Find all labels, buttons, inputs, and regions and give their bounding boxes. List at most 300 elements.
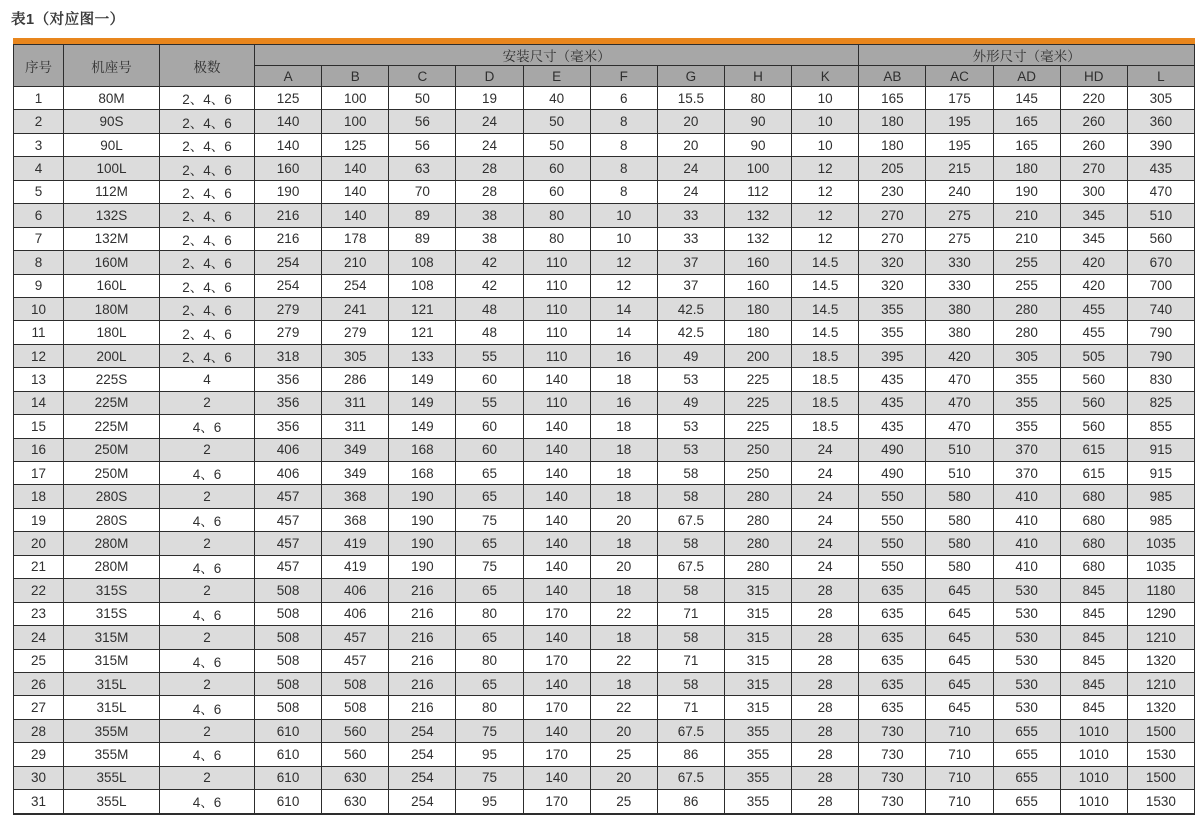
table-cell: 356 [255,415,322,438]
table-cell: 4、6 [160,696,255,719]
table-cell: 315S [64,602,160,625]
table-cell: 100 [724,157,791,180]
table-cell: 100L [64,157,160,180]
table-cell: 4、6 [160,508,255,531]
table-row [14,766,1195,789]
table-header [14,45,1195,87]
table-cell: 275 [926,227,993,250]
table-cell: 28 [792,602,859,625]
table-cell: 355 [724,766,791,789]
table-row [14,602,1195,625]
table-cell: 1320 [1127,649,1194,672]
table-cell: 28 [792,672,859,695]
table-cell: 420 [1060,251,1127,274]
table-cell: 140 [523,368,590,391]
table-cell: 190 [993,180,1060,203]
table-cell: 180L [64,321,160,344]
table-cell: 22 [590,696,657,719]
table-cell: 121 [389,297,456,320]
table-cell: 19 [456,87,523,110]
table-cell: 14 [14,391,64,414]
table-cell: 355L [64,790,160,814]
table-cell: 2 [160,719,255,742]
table-cell: 16 [590,344,657,367]
header-dim-C: C [389,66,456,87]
table-cell: 133 [389,344,456,367]
table-cell: 370 [993,462,1060,485]
table-cell: 825 [1127,391,1194,414]
table-cell: 370 [993,438,1060,461]
table-cell: 630 [322,766,389,789]
table-cell: 2 [160,626,255,649]
table-cell: 65 [456,626,523,649]
table-cell: 160L [64,274,160,297]
table-cell: 457 [255,555,322,578]
table-cell: 140 [523,462,590,485]
table-cell: 80M [64,87,160,110]
table-cell: 300 [1060,180,1127,203]
table-cell: 178 [322,227,389,250]
table-cell: 27 [14,696,64,719]
table-cell: 2、4、6 [160,321,255,344]
table-cell: 225M [64,415,160,438]
table-cell: 215 [926,157,993,180]
table-cell: 24 [792,438,859,461]
table-cell: 200L [64,344,160,367]
table-cell: 160 [724,251,791,274]
table-cell: 510 [926,438,993,461]
table-cell: 121 [389,321,456,344]
table-row [14,297,1195,320]
table-cell: 241 [322,297,389,320]
table-cell: 8 [590,180,657,203]
table-cell: 790 [1127,344,1194,367]
table-row [14,157,1195,180]
table-cell: 24 [792,532,859,555]
table-cell: 490 [859,462,926,485]
table-cell: 530 [993,649,1060,672]
table-row [14,555,1195,578]
table-cell: 180 [859,133,926,156]
header-group-1: 外形尺寸（毫米） [859,45,1195,66]
table-cell: 170 [523,790,590,814]
table-cell: 508 [255,626,322,649]
table-cell: 132S [64,204,160,227]
table-cell: 58 [657,462,724,485]
table-cell: 50 [523,110,590,133]
table-cell: 110 [523,251,590,274]
table-cell: 610 [255,719,322,742]
table-row [14,649,1195,672]
table-cell: 65 [456,672,523,695]
table-cell: 710 [926,719,993,742]
table-cell: 170 [523,743,590,766]
table-row [14,344,1195,367]
table-cell: 2 [160,579,255,602]
table-cell: 132 [724,227,791,250]
table-cell: 254 [389,790,456,814]
table-cell: 420 [1060,274,1127,297]
table-cell: 845 [1060,626,1127,649]
table-cell: 18 [590,672,657,695]
table-cell: 140 [523,579,590,602]
table-cell: 560 [1060,415,1127,438]
table-cell: 42 [456,274,523,297]
table-cell: 23 [14,602,64,625]
table-cell: 655 [993,743,1060,766]
table-cell: 22 [590,649,657,672]
table-cell: 20 [14,532,64,555]
table-cell: 17 [14,462,64,485]
table-cell: 20 [590,766,657,789]
table-cell: 11 [14,321,64,344]
table-cell: 132M [64,227,160,250]
table-row [14,532,1195,555]
table-cell: 180M [64,297,160,320]
table-cell: 140 [322,157,389,180]
table-cell: 14.5 [792,321,859,344]
table-row [14,110,1195,133]
table-cell: 205 [859,157,926,180]
table-cell: 710 [926,766,993,789]
table-row [14,579,1195,602]
table-cell: 279 [255,321,322,344]
table-cell: 315 [724,602,791,625]
table-cell: 14 [590,321,657,344]
table-cell: 170 [523,696,590,719]
table-cell: 2、4、6 [160,87,255,110]
table-cell: 254 [255,251,322,274]
table-cell: 112 [724,180,791,203]
table-cell: 28 [792,626,859,649]
table-cell: 190 [389,532,456,555]
table-cell: 315 [724,649,791,672]
table-cell: 140 [322,204,389,227]
table-cell: 345 [1060,227,1127,250]
table-cell: 95 [456,790,523,814]
table-cell: 55 [456,344,523,367]
table-cell: 2 [160,532,255,555]
table-cell: 100 [322,110,389,133]
table-cell: 254 [389,719,456,742]
table-cell: 395 [859,344,926,367]
table-cell: 530 [993,696,1060,719]
table-row [14,227,1195,250]
table-cell: 195 [926,133,993,156]
table-cell: 110 [523,344,590,367]
table-cell: 53 [657,415,724,438]
table-cell: 140 [523,508,590,531]
table-cell: 42.5 [657,297,724,320]
table-cell: 12 [792,180,859,203]
table-row [14,626,1195,649]
header-dim-AB: AB [859,66,926,87]
table-cell: 355L [64,766,160,789]
table-cell: 680 [1060,555,1127,578]
table-cell: 740 [1127,297,1194,320]
table-cell: 680 [1060,508,1127,531]
header-fixed-1: 机座号 [64,45,160,87]
table-cell: 89 [389,227,456,250]
table-cell: 406 [322,602,389,625]
table-cell: 60 [456,368,523,391]
table-cell: 58 [657,532,724,555]
table-cell: 65 [456,462,523,485]
table-cell: 508 [322,672,389,695]
table-row [14,274,1195,297]
table-cell: 28 [792,790,859,814]
table-cell: 560 [1127,227,1194,250]
table-cell: 140 [523,766,590,789]
table-cell: 4、6 [160,555,255,578]
table-cell: 530 [993,626,1060,649]
table-cell: 508 [255,579,322,602]
table-cell: 140 [523,672,590,695]
table-cell: 345 [1060,204,1127,227]
table-cell: 1010 [1060,766,1127,789]
table-cell: 670 [1127,251,1194,274]
table-cell: 355 [993,415,1060,438]
header-dim-L: L [1127,66,1194,87]
table-cell: 635 [859,579,926,602]
table-cell: 6 [14,204,64,227]
table-cell: 311 [322,391,389,414]
table-cell: 10 [792,110,859,133]
table-cell: 845 [1060,672,1127,695]
table-row [14,87,1195,110]
header-dim-G: G [657,66,724,87]
table-cell: 149 [389,391,456,414]
table-cell: 168 [389,438,456,461]
table-cell: 42.5 [657,321,724,344]
table-cell: 56 [389,133,456,156]
table-cell: 53 [657,368,724,391]
table-cell: 985 [1127,508,1194,531]
table-cell: 28 [792,649,859,672]
table-cell: 1210 [1127,626,1194,649]
table-cell: 71 [657,696,724,719]
table-row [14,508,1195,531]
table-cell: 170 [523,649,590,672]
table-cell: 4、6 [160,415,255,438]
table-cell: 4 [14,157,64,180]
table-cell: 65 [456,485,523,508]
table-cell: 457 [255,508,322,531]
table-cell: 311 [322,415,389,438]
table-cell: 89 [389,204,456,227]
table-cell: 225S [64,368,160,391]
table-cell: 270 [1060,157,1127,180]
table-cell: 610 [255,790,322,814]
table-cell: 12 [792,227,859,250]
table-cell: 160 [255,157,322,180]
table-cell: 14.5 [792,297,859,320]
table-cell: 140 [523,438,590,461]
table-cell: 985 [1127,485,1194,508]
table-cell: 2 [160,391,255,414]
header-dim-E: E [523,66,590,87]
table-cell: 28 [456,180,523,203]
table-cell: 455 [1060,297,1127,320]
table-cell: 330 [926,274,993,297]
table-cell: 315M [64,626,160,649]
table-cell: 355M [64,719,160,742]
table-cell: 530 [993,602,1060,625]
table-cell: 200 [724,344,791,367]
table-cell: 2、4、6 [160,133,255,156]
table-row [14,391,1195,414]
table-cell: 410 [993,485,1060,508]
table-cell: 1320 [1127,696,1194,719]
table-cell: 260 [1060,133,1127,156]
table-cell: 1180 [1127,579,1194,602]
table-cell: 1210 [1127,672,1194,695]
table-cell: 165 [859,87,926,110]
table-cell: 16 [14,438,64,461]
table-cell: 280 [724,555,791,578]
table-cell: 50 [523,133,590,156]
table-cell: 12 [590,274,657,297]
table-cell: 530 [993,579,1060,602]
table-cell: 110 [523,297,590,320]
table-cell: 28 [792,579,859,602]
table-cell: 14.5 [792,251,859,274]
table-cell: 330 [926,251,993,274]
table-cell: 470 [926,391,993,414]
table-cell: 140 [523,415,590,438]
table-cell: 37 [657,251,724,274]
table-cell: 60 [456,415,523,438]
table-cell: 24 [792,555,859,578]
table-cell: 315 [724,672,791,695]
table-cell: 53 [657,438,724,461]
table-cell: 71 [657,602,724,625]
table-cell: 110 [523,321,590,344]
table-cell: 55 [456,391,523,414]
table-row [14,204,1195,227]
table-cell: 560 [322,719,389,742]
table-cell: 10 [792,133,859,156]
table-row [14,743,1195,766]
table-cell: 180 [859,110,926,133]
table-cell: 279 [255,297,322,320]
table-cell: 435 [859,415,926,438]
table-cell: 550 [859,508,926,531]
table-cell: 90 [724,133,791,156]
table-cell: 457 [255,485,322,508]
table-cell: 24 [792,508,859,531]
table-cell: 355 [724,743,791,766]
header-dim-H: H [724,66,791,87]
table-cell: 22 [590,602,657,625]
table-cell: 10 [792,87,859,110]
table-cell: 355 [993,368,1060,391]
table-cell: 165 [993,110,1060,133]
table-cell: 7 [14,227,64,250]
table-cell: 86 [657,743,724,766]
table-cell: 165 [993,133,1060,156]
table-row [14,672,1195,695]
table-cell: 845 [1060,579,1127,602]
table-cell: 1010 [1060,790,1127,814]
table-cell: 18 [590,532,657,555]
table-cell: 830 [1127,368,1194,391]
table-cell: 4、6 [160,462,255,485]
table-cell: 680 [1060,532,1127,555]
table-cell: 48 [456,297,523,320]
table-cell: 4、6 [160,602,255,625]
table-cell: 140 [523,532,590,555]
table-cell: 28 [792,743,859,766]
table-cell: 2 [160,485,255,508]
table-cell: 510 [1127,204,1194,227]
table-cell: 31 [14,790,64,814]
table-cell: 255 [993,251,1060,274]
table-cell: 18.5 [792,391,859,414]
table-cell: 2、4、6 [160,344,255,367]
table-cell: 635 [859,672,926,695]
table-cell: 216 [389,649,456,672]
table-cell: 355 [859,297,926,320]
table-cell: 1290 [1127,602,1194,625]
table-cell: 21 [14,555,64,578]
table-cell: 10 [590,204,657,227]
table-cell: 24 [456,110,523,133]
table-cell: 12 [792,204,859,227]
table-cell: 26 [14,672,64,695]
table-cell: 22 [14,579,64,602]
table-cell: 216 [389,672,456,695]
table-cell: 2 [160,766,255,789]
table-cell: 435 [859,391,926,414]
table-cell: 315 [724,579,791,602]
table-cell: 610 [255,743,322,766]
table-cell: 15 [14,415,64,438]
table-cell: 20 [657,133,724,156]
table-cell: 845 [1060,649,1127,672]
table-cell: 210 [993,204,1060,227]
table-cell: 71 [657,649,724,672]
table-cell: 320 [859,274,926,297]
table-cell: 505 [1060,344,1127,367]
table-cell: 65 [456,532,523,555]
table-cell: 635 [859,626,926,649]
table-cell: 457 [322,649,389,672]
table-cell: 10 [590,227,657,250]
table-cell: 655 [993,719,1060,742]
table-cell: 1010 [1060,743,1127,766]
table-cell: 360 [1127,110,1194,133]
motor-dimension-table [13,44,1195,815]
table-cell: 1500 [1127,766,1194,789]
header-group-row [14,45,1195,66]
table-cell: 6 [590,87,657,110]
table-cell: 1500 [1127,719,1194,742]
table-cell: 255 [993,274,1060,297]
table-cell: 190 [389,485,456,508]
table-cell: 170 [523,602,590,625]
table-cell: 33 [657,227,724,250]
table-cell: 1530 [1127,743,1194,766]
table-cell: 37 [657,274,724,297]
table-cell: 20 [657,110,724,133]
table-cell: 730 [859,719,926,742]
table-cell: 4、6 [160,790,255,814]
table-cell: 216 [389,696,456,719]
table-cell: 318 [255,344,322,367]
table-cell: 75 [456,719,523,742]
table-row [14,485,1195,508]
